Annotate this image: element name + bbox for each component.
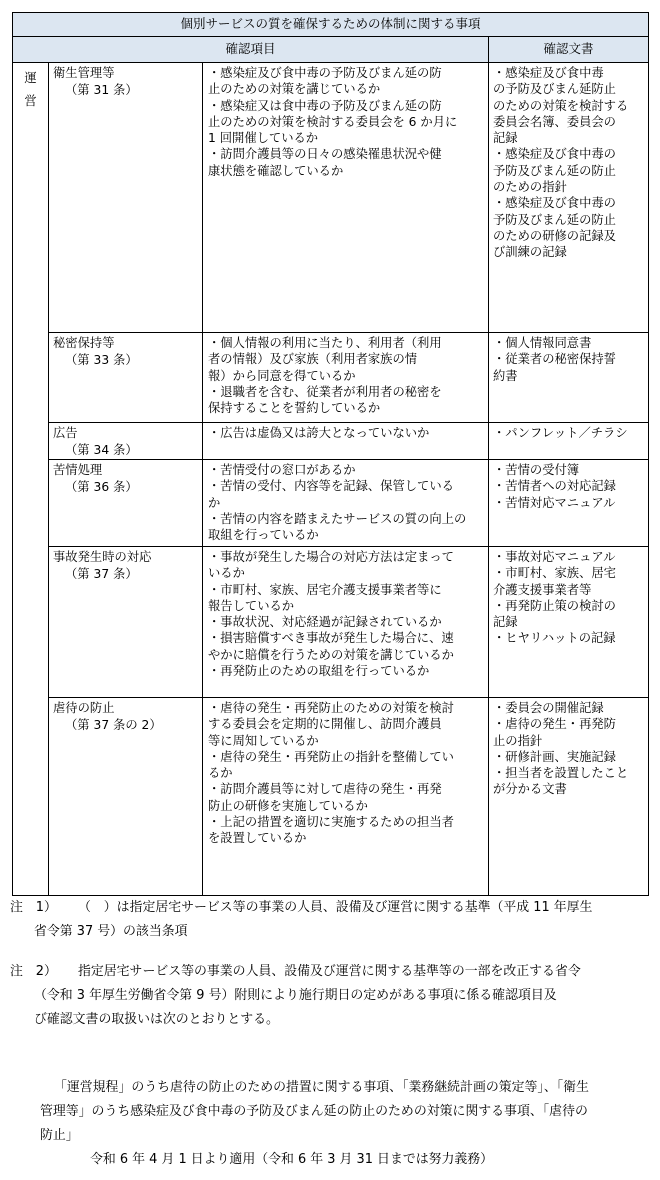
applicable-items-line-2: 管理等」のうち感染症及び食中毒の予防及びまん延の防止のための対策に関する事項、「虐待の: [40, 1104, 588, 1119]
item-article: （第 31 条）: [65, 83, 138, 97]
documents-cell: [489, 698, 649, 896]
documents-cell: [489, 423, 649, 460]
item-article: （第 36 条）: [65, 480, 138, 494]
check-item-line: 報告しているか: [208, 598, 295, 613]
item-cell: [49, 460, 203, 547]
document-line: 予防及びまん延の防止: [493, 163, 616, 178]
check-item-line: 止のための対策を検討する委員会を 6 か月に: [208, 114, 458, 129]
document-line: のための指針: [493, 180, 567, 195]
check-item-line: か: [208, 495, 221, 510]
check-item-line: やかに賠償を行うための対策を講じているか: [208, 647, 454, 662]
check-item-line: 1 回開催しているか: [208, 131, 319, 146]
document-line: が分かる文書: [493, 782, 567, 797]
table-row: [13, 63, 649, 333]
document-line: ・研修計画、実施記録: [493, 749, 616, 764]
item-cell: [49, 698, 203, 896]
document-line: ・再発防止策の検討の: [493, 598, 616, 613]
check-item-line: ・再発防止のための取組を行っているか: [208, 664, 430, 679]
effective-date: 令和 6 年 4 月 1 日より適用（令和 6 年 3 月 31 日までは努力義務）: [90, 1152, 494, 1167]
check-items-cell: [203, 423, 489, 460]
document-line: ・苦情の受付簿: [493, 463, 580, 477]
document-line: 記録: [493, 615, 518, 630]
check-item-line: する委員会を定期的に開催し、訪問介護員: [208, 717, 442, 732]
check-item-line: を設置しているか: [208, 831, 307, 846]
item-name: 事故発生時の対応: [53, 550, 152, 564]
item-name: 広告: [53, 426, 78, 440]
note-2-continuation-2: び確認文書の取扱いは次のとおりとする。: [34, 1012, 279, 1027]
check-item-line: ・広告は虚偽又は誇大となっていないか: [208, 426, 430, 440]
item-article: （第 37 条）: [65, 567, 138, 581]
document-line: ・委員会の開催記録: [493, 701, 604, 715]
check-item-line: ・虐待の発生・再発防止の指針を整備してい: [208, 749, 454, 764]
note-1: [10, 896, 652, 920]
table-row: [13, 698, 649, 896]
document-line: 約書: [493, 368, 518, 383]
document-line: 委員会名簿、委員会の: [493, 114, 616, 129]
document-line: の予防及びまん延防止: [493, 82, 616, 97]
check-item-line: 取組を行っているか: [208, 528, 319, 543]
document-line: のための研修の記録及: [493, 228, 616, 243]
check-item-line: ・事故状況、対応経過が記録されているか: [208, 615, 442, 630]
note-2-label: 注 2）: [10, 964, 57, 979]
item-article: （第 37 条の 2）: [65, 718, 162, 732]
item-article: （第 33 条）: [65, 353, 138, 367]
document-line: ・パンフレット／チラシ: [493, 426, 628, 440]
document-line: ・虐待の発生・再発防: [493, 717, 616, 732]
note-1-label: 注 1）: [10, 900, 57, 915]
table-row: [13, 333, 649, 423]
check-item-line: ・感染症及び食中毒の予防及びまん延の防: [208, 66, 442, 80]
table-row: [13, 547, 649, 698]
column-header-document: 確認文書: [489, 37, 649, 63]
document-line: ・苦情者への対応記録: [493, 479, 616, 494]
item-name: 秘密保持等: [53, 336, 115, 350]
document-line: ・個人情報同意書: [493, 336, 592, 350]
category-char: 運: [24, 71, 37, 85]
check-item-line: ・虐待の発生・再発防止のための対策を検討: [208, 701, 454, 715]
note-2: [10, 960, 652, 984]
check-item-line: ・訪問介護員等の日々の感染罹患状況や健: [208, 147, 442, 162]
check-items-cell: [203, 460, 489, 547]
check-item-line: るか: [208, 766, 233, 781]
table-body: [13, 63, 649, 896]
document-line: 予防及びまん延の防止: [493, 212, 616, 227]
check-item-line: ・訪問介護員等に対して虐待の発生・再発: [208, 782, 442, 797]
document-line: 介護支援事業者等: [493, 582, 592, 597]
check-item-line: 康状態を確認しているか: [208, 163, 344, 178]
document-line: ・市町村、家族、居宅: [493, 566, 616, 581]
item-article: （第 34 条）: [65, 443, 138, 457]
check-items-cell: [203, 333, 489, 423]
check-item-line: ・苦情の内容を踏まえたサービスの質の向上の: [208, 511, 467, 526]
item-name: 衛生管理等: [53, 66, 115, 80]
check-item-line: ・退職者を含む、従業者が利用者の秘密を: [208, 384, 442, 399]
check-item-line: ・市町村、家族、居宅介護支援事業者等に: [208, 582, 442, 597]
category-char: 営: [24, 94, 37, 108]
check-item-line: 止のための対策を講じているか: [208, 82, 381, 97]
document-line: ・事故対応マニュアル: [493, 550, 616, 564]
check-item-line: ・上記の措置を適切に実施するための担当者: [208, 815, 454, 830]
document-line: ・ヒヤリハットの記録: [493, 631, 616, 646]
check-item-line: ・感染症又は食中毒の予防及びまん延の防: [208, 98, 442, 113]
check-item-line: ・個人情報の利用に当たり、利用者（利用: [208, 336, 442, 350]
item-name: 虐待の防止: [53, 701, 115, 715]
document-line: ・担当者を設置したこと: [493, 766, 629, 781]
check-items-cell: [203, 698, 489, 896]
item-cell: [49, 63, 203, 333]
document-line: ・従業者の秘密保持誓: [493, 352, 616, 367]
check-item-line: ・事故が発生した場合の対応方法は定まって: [208, 550, 454, 564]
check-items-cell: [203, 547, 489, 698]
document-line: ・感染症及び食中毒の: [493, 147, 616, 162]
document-line: ・苦情対応マニュアル: [493, 495, 616, 510]
documents-cell: [489, 333, 649, 423]
documents-cell: [489, 547, 649, 698]
note-2-text: 指定居宅サービス等の事業の人員、設備及び運営に関する基準等の一部を改正する省令: [78, 964, 581, 979]
note-2-continuation-1: （令和 3 年厚生労働省令第 9 号）附則により施行期日の定めがある事項に係る確認項目及: [34, 988, 557, 1003]
check-item-line: 防止の研修を実施しているか: [208, 798, 368, 813]
check-item-line: ・損害賠償すべき事故が発生した場合に、速: [208, 631, 454, 646]
note-1-continuation: 省令第 37 号）の該当条項: [34, 924, 188, 939]
table-title: 個別サービスの質を確保するための体制に関する事項: [13, 13, 649, 37]
documents-cell: [489, 460, 649, 547]
check-item-line: ・苦情受付の窓口があるか: [208, 463, 356, 477]
check-item-line: 保持することを誓約しているか: [208, 401, 381, 416]
documents-cell: [489, 63, 649, 333]
check-item-line: いるか: [208, 566, 245, 581]
notes-section: [10, 896, 652, 1172]
column-header-check-item: 確認項目: [13, 37, 489, 63]
table-row: [13, 423, 649, 460]
document-line: 止の指針: [493, 733, 543, 748]
document-line: ・感染症及び食中毒: [493, 66, 604, 80]
check-items-cell: [203, 63, 489, 333]
item-cell: [49, 423, 203, 460]
document-line: ・感染症及び食中毒の: [493, 196, 616, 211]
check-item-line: 等に周知しているか: [208, 733, 319, 748]
document-line: 記録: [493, 131, 518, 146]
note-1-text: （ ）は指定居宅サービス等の事業の人員、設備及び運営に関する基準（平成 11 年厚生: [78, 900, 593, 915]
check-item-line: 報）から同意を得ているか: [208, 368, 356, 383]
item-cell: [49, 333, 203, 423]
applicable-items-line-3: 防止」: [40, 1128, 79, 1143]
item-cell: [49, 547, 203, 698]
table-row: [13, 460, 649, 547]
check-item-line: ・苦情の受付、内容等を記録、保管している: [208, 479, 454, 494]
document-line: のための対策を検討する: [493, 98, 629, 113]
applicable-items-line-1: 「運営規程」のうち虐待の防止のための措置に関する事項、「業務継続計画の策定等」、「衛生: [54, 1080, 589, 1095]
item-name: 苦情処理: [53, 463, 103, 477]
confirmation-table: [12, 12, 649, 896]
document-line: び訓練の記録: [493, 245, 567, 260]
category-cell: [13, 63, 49, 896]
check-item-line: 者の情報）及び家族（利用者家族の情: [208, 352, 418, 367]
